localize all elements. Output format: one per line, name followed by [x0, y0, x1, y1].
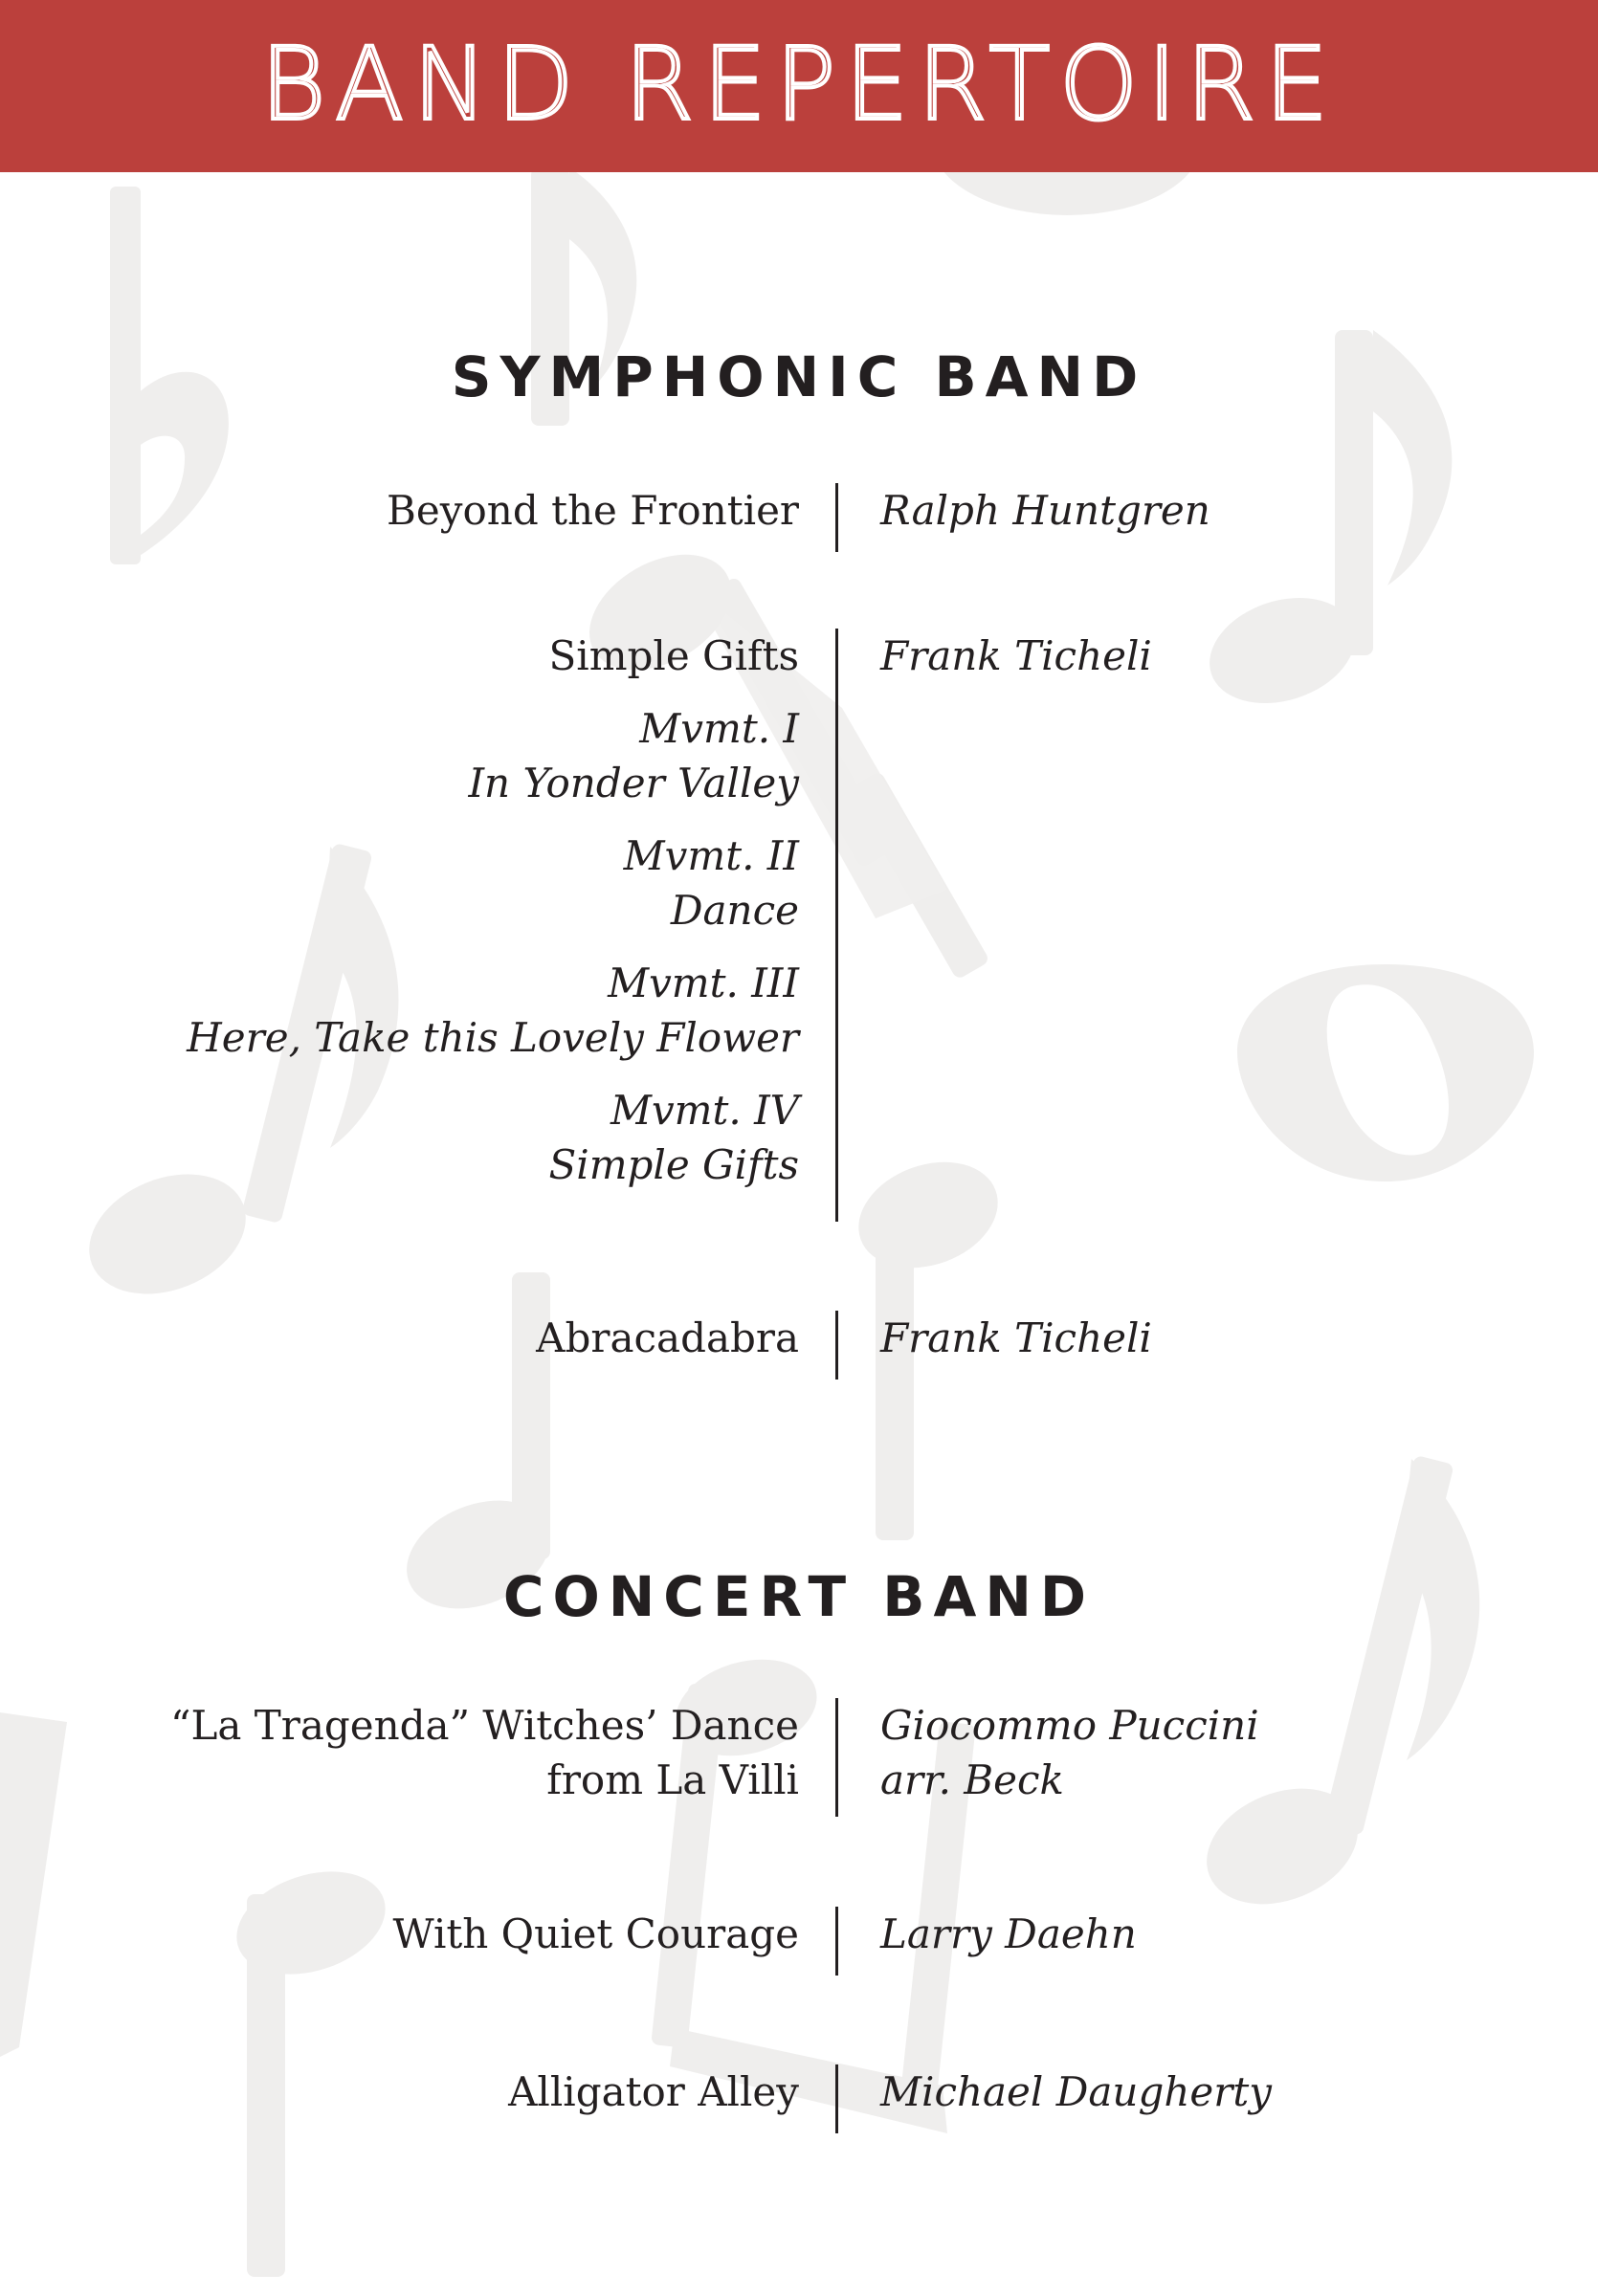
piece-composer: Larry Daehn: [880, 1910, 1137, 1957]
piece-subtitle: from La Villi: [546, 1756, 799, 1803]
movement-name: Here, Take this Lovely Flower: [187, 1014, 799, 1061]
piece-block: [170, 1698, 799, 1807]
piece-arranger: arr. Beck: [880, 1756, 1064, 1803]
movement-name: In Yonder Valley: [468, 760, 799, 806]
movement-number: Mvmt. III: [608, 960, 799, 1006]
piece-title: Alligator Alley: [508, 2068, 799, 2115]
eighth-note-icon: [0, 1712, 67, 2057]
piece-title: Beyond the Frontier: [387, 487, 799, 534]
movement-number: Mvmt. II: [623, 832, 799, 879]
page-title: BAND REPERTOIRE: [260, 26, 1338, 143]
divider-line: [835, 2064, 838, 2133]
divider-line: [835, 1698, 838, 1817]
piece-composer: Ralph Huntgren: [880, 487, 1210, 534]
piece-title: Simple Gifts: [548, 632, 799, 679]
movement-number: Mvmt. IV: [610, 1087, 799, 1134]
piece-composer: Michael Daugherty: [880, 2068, 1272, 2115]
piece-title: “La Tragenda” Witches’ Dance: [170, 1702, 799, 1749]
movement-number: Mvmt. I: [639, 705, 799, 752]
piece-title: Abracadabra: [536, 1314, 799, 1361]
divider-line: [835, 1907, 838, 1976]
piece-block: [187, 629, 799, 1192]
section-heading-concert: CONCERT BAND: [502, 1564, 1096, 1629]
section-heading-symphonic: SYMPHONIC BAND: [451, 344, 1147, 409]
piece-composer: Frank Ticheli: [880, 632, 1152, 679]
piece-credits: [880, 1698, 1259, 1807]
divider-line: [835, 629, 838, 1222]
divider-line: [835, 483, 838, 552]
movement-name: Simple Gifts: [548, 1141, 799, 1188]
quarter-note-icon: [223, 1854, 398, 2277]
divider-line: [835, 1311, 838, 1380]
piece-composer: Giocommo Puccini: [880, 1702, 1259, 1749]
whole-note-icon: [1237, 964, 1534, 1181]
header-banner: [0, 0, 1598, 172]
piece-title: With Quiet Courage: [392, 1910, 799, 1957]
piece-composer: Frank Ticheli: [880, 1314, 1152, 1361]
eighth-note-icon: [1189, 1455, 1479, 1926]
movement-name: Dance: [670, 887, 799, 934]
